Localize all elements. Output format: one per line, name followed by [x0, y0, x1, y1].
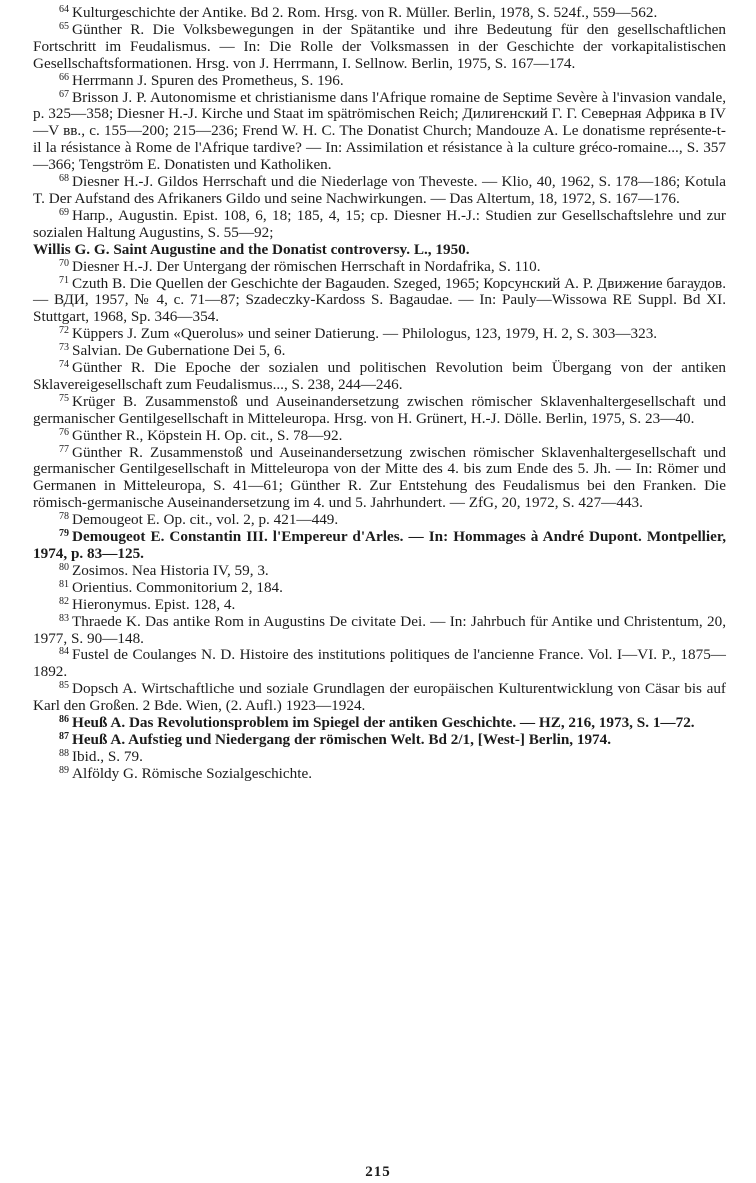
endnote-72 [33, 326, 726, 343]
note-text: Czuth B. Die Quellen der Geschichte der Bagauden. Szeged, 1965; Корсунский А. Р. Движение багаудов. — ВДИ, 1957, № 4, с. 71—87; Szadeczky-Kardoss S. Bagaudae. — In: Pauly—Wissowa RE Suppl. Bd XI. Stuttgart, 1968, Sp. 346—354. [33, 274, 726, 326]
note-number: 72 [59, 325, 69, 337]
note-text: Alföldy G. Römische Sozialgeschichte. [72, 764, 312, 782]
note-text: Salvian. De Gubernatione Dei 5, 6. [72, 342, 286, 360]
note-number: 76 [59, 426, 69, 438]
note-number: 89 [59, 764, 69, 776]
note-text: Krüger B. Zusammenstoß und Auseinandersetzung zwischen römischer Sklavenhaltergesellschaft und germanischer Gentilgesellschaft in Mitteleuropa. Hrsg. von H. Grünert, H.-J. Dölle. Berlin, 1975, S. 23—40. [33, 392, 726, 427]
endnote-66 [33, 73, 726, 90]
note-text: Kulturgeschichte der Antike. Bd 2. Rom. Hrsg. von R. Müller. Berlin, 1978, S. 524f., 559—562. [72, 4, 658, 21]
note-text: Thraede K. Das antike Rom in Augustins De civitate Dei. — In: Jahrbuch für Antike und Christentum, 20, 1977, S. 90—148. [33, 612, 726, 647]
endnote-86 [33, 715, 726, 732]
note-text: Dopsch A. Wirtschaftliche und soziale Grundlagen der europäischen Kulturentwicklung von Cäsar bis auf Karl den Großen. 2 Bde. Wien, (2. Aufl.) 1923—1924. [33, 680, 726, 715]
endnote-64 [33, 5, 726, 22]
endnote-83 [33, 614, 726, 648]
endnote-84 [33, 647, 726, 681]
note-number: 65 [59, 20, 69, 32]
note-number: 66 [59, 71, 69, 83]
note-number: 73 [59, 342, 69, 354]
note-text: Brisson J. P. Autonomisme et christianisme dans l'Afrique romaine de Septime Sevère à l'invasion vandale, p. 325—358; Diesner H.-J. Kirche und Staat im spätrömischen Reich; Дилигенский Г. Г. Северная Африка в IV—V вв., с. 155—200; 215—236; Frend W. H. C. The Donatist Church; Mandouze A. Le donatisme représente-t-il la résistance à Rome de l'Afrique tardive? — In: Assimilation et résistance à la culture gréco-romaine..., S. 357—366; Tengström E. Donatisten und Katholiken. [33, 88, 726, 174]
note-number: 84 [59, 646, 69, 658]
note-number: 88 [59, 747, 69, 759]
note-text: Diesner H.-J. Gildos Herrschaft und die Niederlage von Theveste. — Klio, 40, 1962, S. 178—186; Kotula T. Der Aufstand des Afrikaners Gildo und seine Nachwirkungen. — Das Altertum, 18, 1972, S. 167—176. [33, 173, 726, 207]
note-number: 68 [59, 173, 69, 185]
note-text: Heuß A. Das Revolutionsproblem im Spiegel der antiken Geschichte. — HZ, 216, 1973, S. 1—72. [72, 714, 695, 732]
endnote-82 [33, 597, 726, 614]
endnote-81 [33, 580, 726, 597]
endnote-89 [33, 766, 726, 783]
note-number: 67 [59, 88, 69, 100]
note-text: Diesner H.-J. Der Untergang der römischen Herrschaft in Nordafrika, S. 110. [72, 257, 541, 275]
note-text: Günther R. Die Volksbewegungen in der Spätantike und ihre Bedeutung für den gesellschaftlichen Fortschritt im Feudalismus. — In: Die Rolle der Volksmassen in der Geschichte der vorkapitalistischen Gesellschaftsformationen. Hrsg. von J. Herrmann, I. Sellnow. Berlin, 1975, S. 167—174. [33, 20, 726, 72]
note-text: Heuß A. Aufstieg und Niedergang der römischen Welt. Bd 2/1, [West-] Berlin, 1974. [72, 730, 612, 748]
note-number: 74 [59, 359, 69, 371]
note-text: Hieronymus. Epist. 128, 4. [72, 595, 236, 613]
note-number: 82 [59, 595, 69, 607]
note-number: 81 [59, 578, 69, 590]
endnote-80 [33, 563, 726, 580]
note-text: Напр., Augustin. Epist. 108, 6, 18; 185, 4, 15; ср. Diesner H.-J.: Studien zur Gesellschaftslehre und zur sozialen Haltung Augustins, S. 55—92; [33, 206, 726, 241]
endnote-69-continued [33, 242, 726, 259]
endnote-68 [33, 174, 726, 208]
endnote-76 [33, 428, 726, 445]
note-number: 87 [59, 730, 69, 742]
page-number: 215 [365, 1164, 391, 1180]
note-text: Günther R. Die Epoche der sozialen und politischen Revolution beim Übergang von der antiken Sklavereigesellschaft zum Feudalismus..., S. 238, 244—246. [33, 359, 726, 393]
endnote-71 [33, 276, 726, 327]
note-text: Demougeot E. Constantin III. l'Empereur d'Arles. — In: Hommages à André Dupont. Montpellier, 1974, p. 83—125. [33, 528, 726, 562]
endnote-77 [33, 445, 726, 513]
endnote-73 [33, 343, 726, 360]
note-number: 64 [59, 4, 69, 15]
note-text: Demougeot E. Op. cit., vol. 2, p. 421—449. [72, 511, 339, 529]
note-text: Küppers J. Zum «Querolus» und seiner Datierung. — Philologus, 123, 1979, H. 2, S. 303—323. [72, 325, 658, 343]
endnote-70 [33, 259, 726, 276]
endnote-69 [33, 208, 726, 242]
endnote-88 [33, 749, 726, 766]
note-number: 83 [59, 612, 69, 624]
endnote-74 [33, 360, 726, 394]
endnote-79 [33, 529, 726, 563]
note-number: 71 [59, 274, 69, 286]
endnotes-list [33, 5, 726, 783]
note-number: 85 [59, 680, 69, 692]
note-number: 86 [59, 714, 69, 726]
note-number: 77 [59, 443, 69, 455]
note-text: Günther R., Köpstein H. Op. cit., S. 78—92. [72, 426, 343, 444]
endnote-75 [33, 394, 726, 428]
note-text: Herrmann J. Spuren des Prometheus, S. 196. [72, 71, 344, 89]
note-number: 75 [59, 392, 69, 404]
note-text: Günther R. Zusammenstoß und Auseinandersetzung zwischen römischer Sklavenhaltergesellschaft und germanischer Gentilgesellschaft in Mitteleuropa von der Mitte des 4. bis zum Ende des 5. Jh. — In: Römer und Germanen in Mitteleuropa, S. 41—61; Günther R. Zur Entstehung des Feudalismus bei den Franken. Die römisch-germanische Auseinandersetzung im 4. und 5. Jahrhundert. — ZfG, 20, 1972, S. 427—443. [33, 443, 726, 512]
note-text: Ibid., S. 79. [72, 747, 143, 765]
note-text: Orientius. Commonitorium 2, 184. [72, 578, 283, 596]
note-number: 69 [59, 206, 69, 218]
note-number: 79 [59, 528, 69, 540]
endnote-67 [33, 90, 726, 175]
note-text: Fustel de Coulanges N. D. Histoire des institutions politiques de l'ancienne France. Vol. I—VI. P., 1875—1892. [33, 646, 726, 681]
note-number: 78 [59, 511, 69, 523]
note-number: 70 [59, 257, 69, 269]
endnote-85 [33, 681, 726, 715]
note-text: Willis G. G. Saint Augustine and the Donatist controversy. L., 1950. [33, 240, 470, 258]
endnote-87 [33, 732, 726, 749]
endnote-78 [33, 512, 726, 529]
note-number: 80 [59, 561, 69, 573]
note-text: Zosimos. Nea Historia IV, 59, 3. [72, 561, 269, 579]
endnote-65 [33, 22, 726, 73]
